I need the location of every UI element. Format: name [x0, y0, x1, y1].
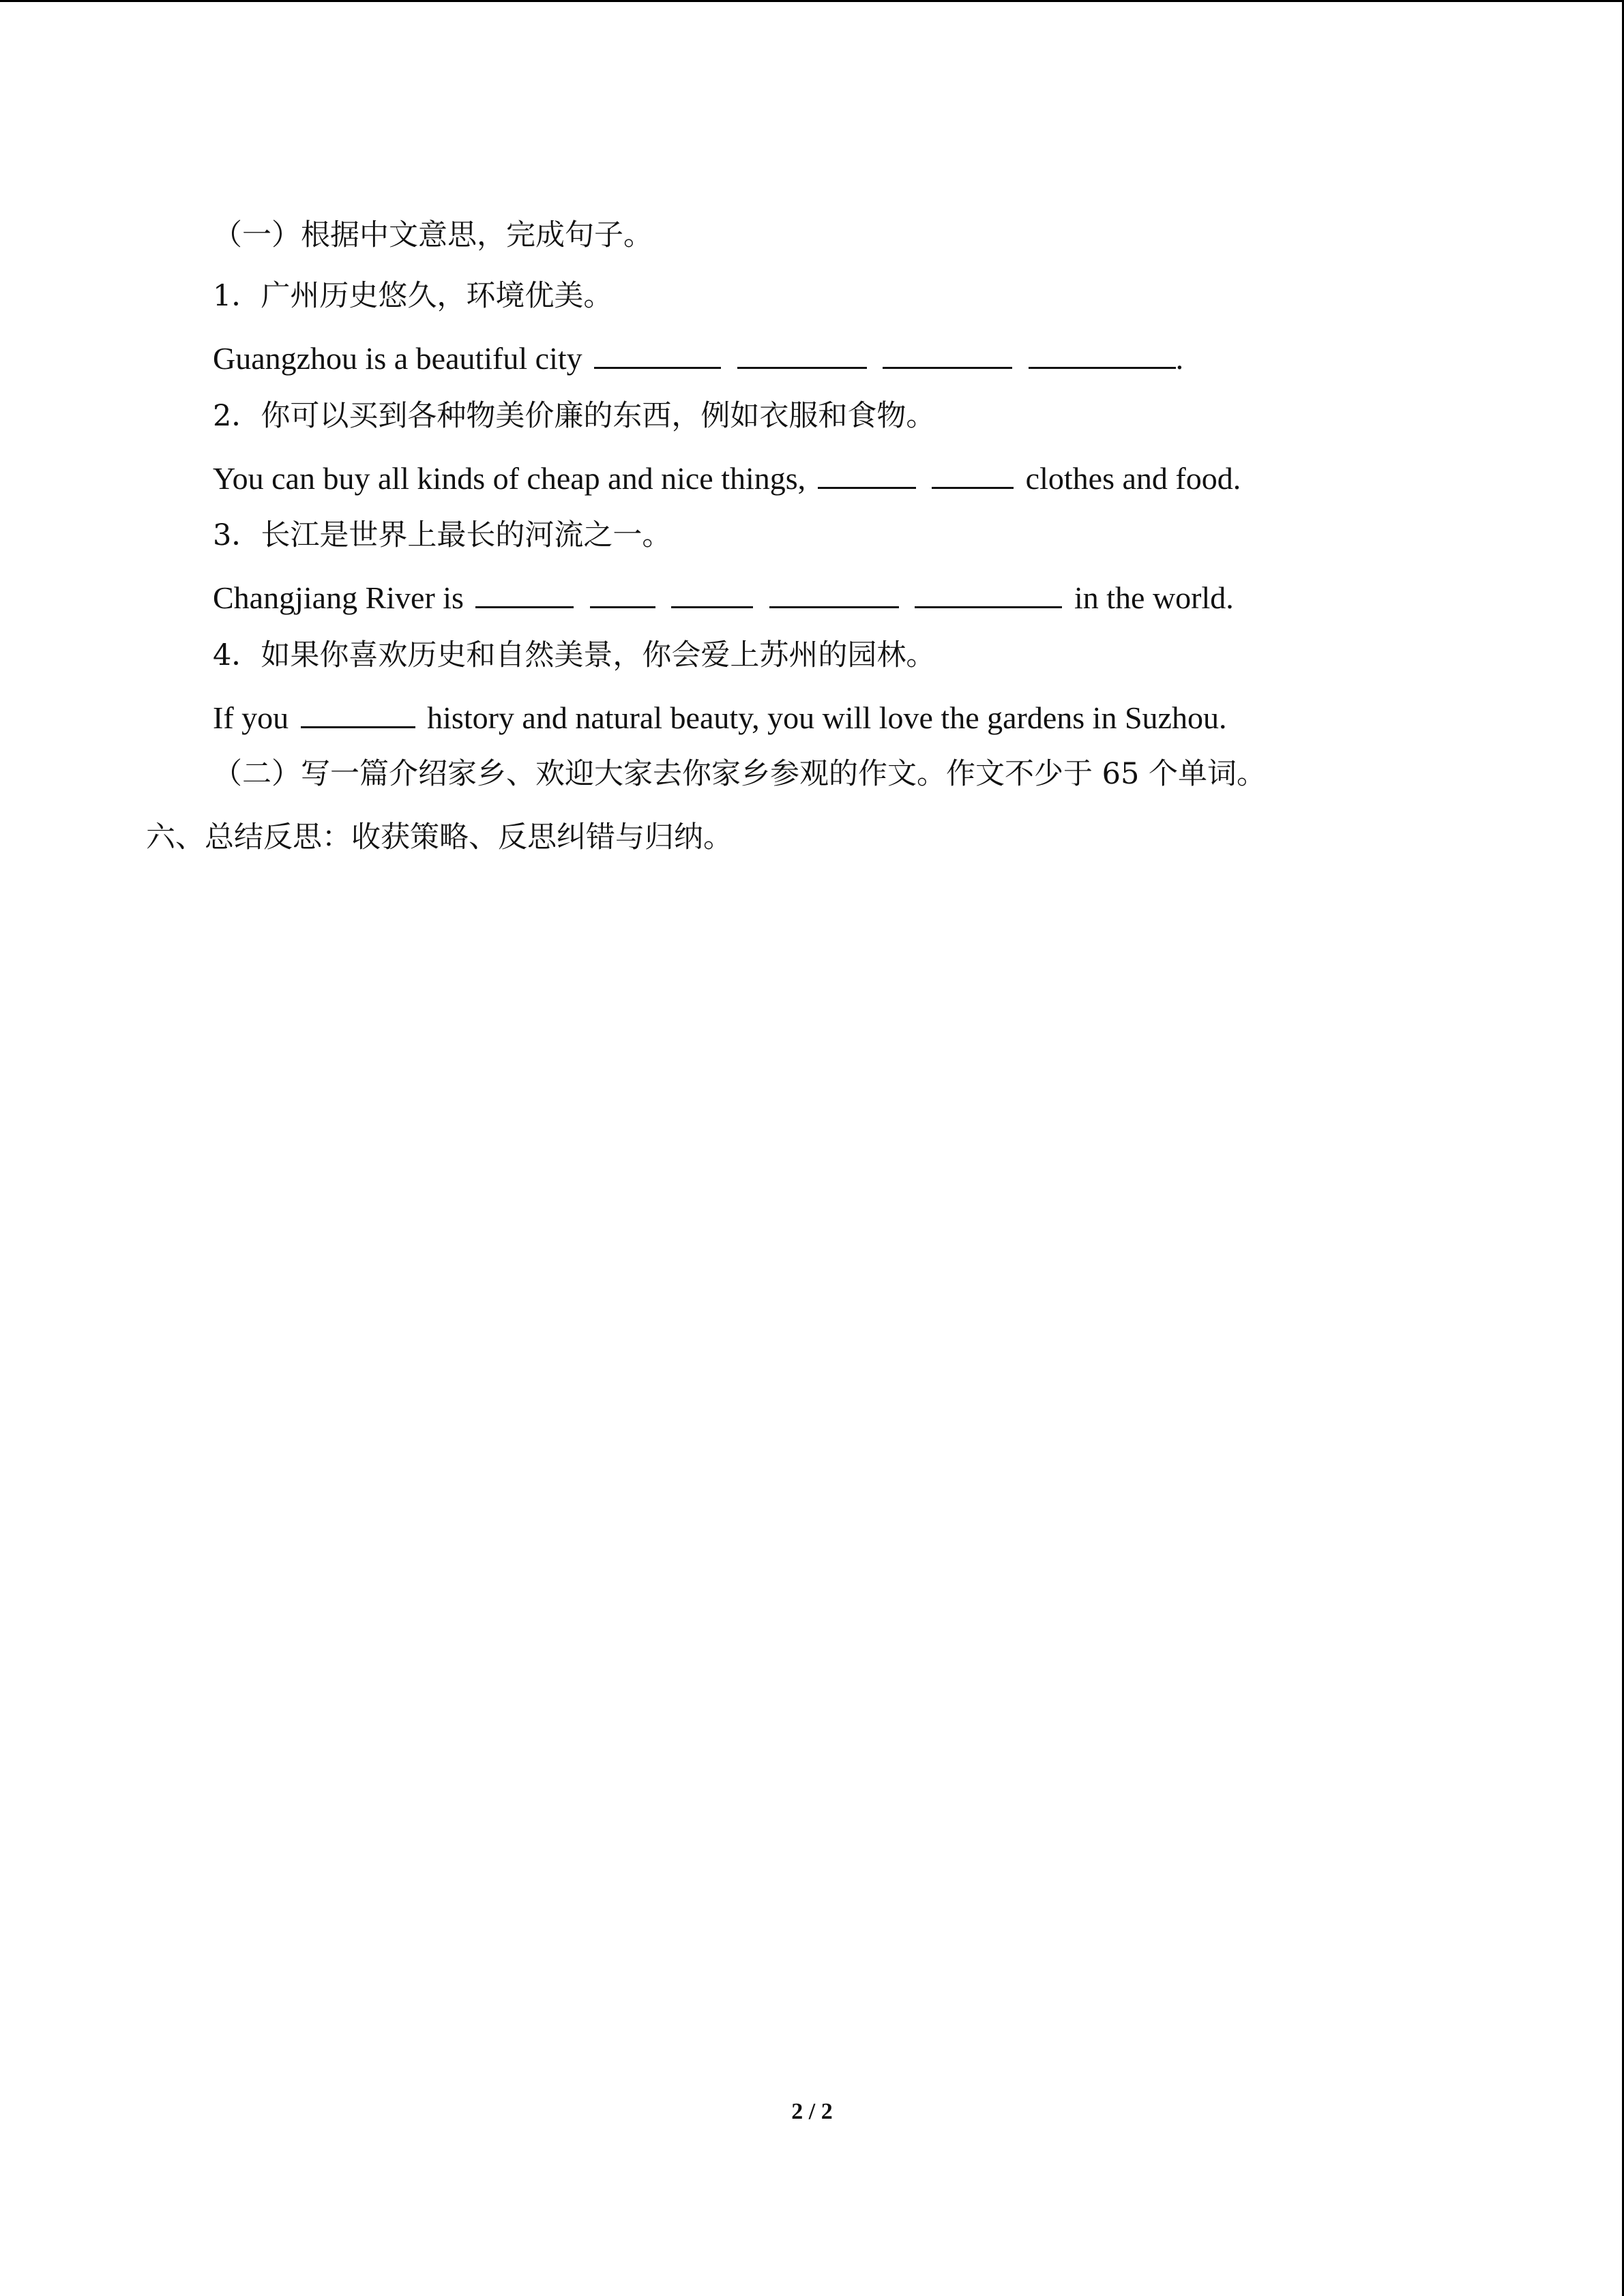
item-1-english [213, 338, 1183, 379]
item-1-blank-3[interactable] [883, 338, 1012, 369]
item-1-blank-2[interactable] [737, 338, 867, 369]
item-4-english-after: history and natural beauty, you will love the gardens in Suzhou. [427, 700, 1227, 735]
item-3-blank-3[interactable] [671, 578, 753, 608]
item-1-english-before: Guangzhou is a beautiful city [213, 341, 582, 376]
item-2-english [213, 458, 1241, 499]
item-4-blank-1[interactable] [301, 698, 415, 728]
section-one-heading: （一）根据中文意思，完成句子。 [213, 218, 653, 252]
item-1-blank-1[interactable] [594, 338, 721, 369]
item-3-blank-5[interactable] [915, 578, 1062, 608]
page-number: 2 / 2 [791, 2099, 833, 2124]
page-top-border [0, 0, 1624, 2]
item-4-chinese: 4．如果你喜欢历史和自然美景，你会爱上苏州的园林。 [213, 638, 936, 672]
item-3-chinese: 3．长江是世界上最长的河流之一。 [213, 518, 672, 552]
item-3-english-after: in the world. [1074, 580, 1234, 615]
section-six-heading: 六、总结反思：收获策略、反思纠错与归纳。 [146, 820, 733, 854]
item-2-blank-2[interactable] [932, 458, 1014, 489]
item-2-english-after: clothes and food. [1025, 461, 1241, 496]
item-4-english [213, 698, 1226, 739]
item-3-english-before: Changjiang River is [213, 580, 464, 615]
item-3-blank-2[interactable] [590, 578, 655, 608]
item-1-blank-4[interactable] [1029, 338, 1176, 369]
item-3-blank-4[interactable] [769, 578, 899, 608]
item-1-english-after: . [1175, 341, 1184, 376]
item-2-chinese: 2．你可以买到各种物美价廉的东西，例如衣服和食物。 [213, 399, 936, 433]
item-3-blank-1[interactable] [475, 578, 574, 608]
item-3-english [213, 578, 1234, 618]
item-4-english-before: If you [213, 700, 289, 735]
item-2-blank-1[interactable] [818, 458, 916, 489]
item-1-chinese: 1．广州历史悠久，环境优美。 [213, 279, 613, 313]
section-two-heading: （二）写一篇介绍家乡、欢迎大家去你家乡参观的作文。作文不少于 65 个单词。 [213, 757, 1267, 791]
item-2-english-before: You can buy all kinds of cheap and nice things, [213, 461, 806, 496]
